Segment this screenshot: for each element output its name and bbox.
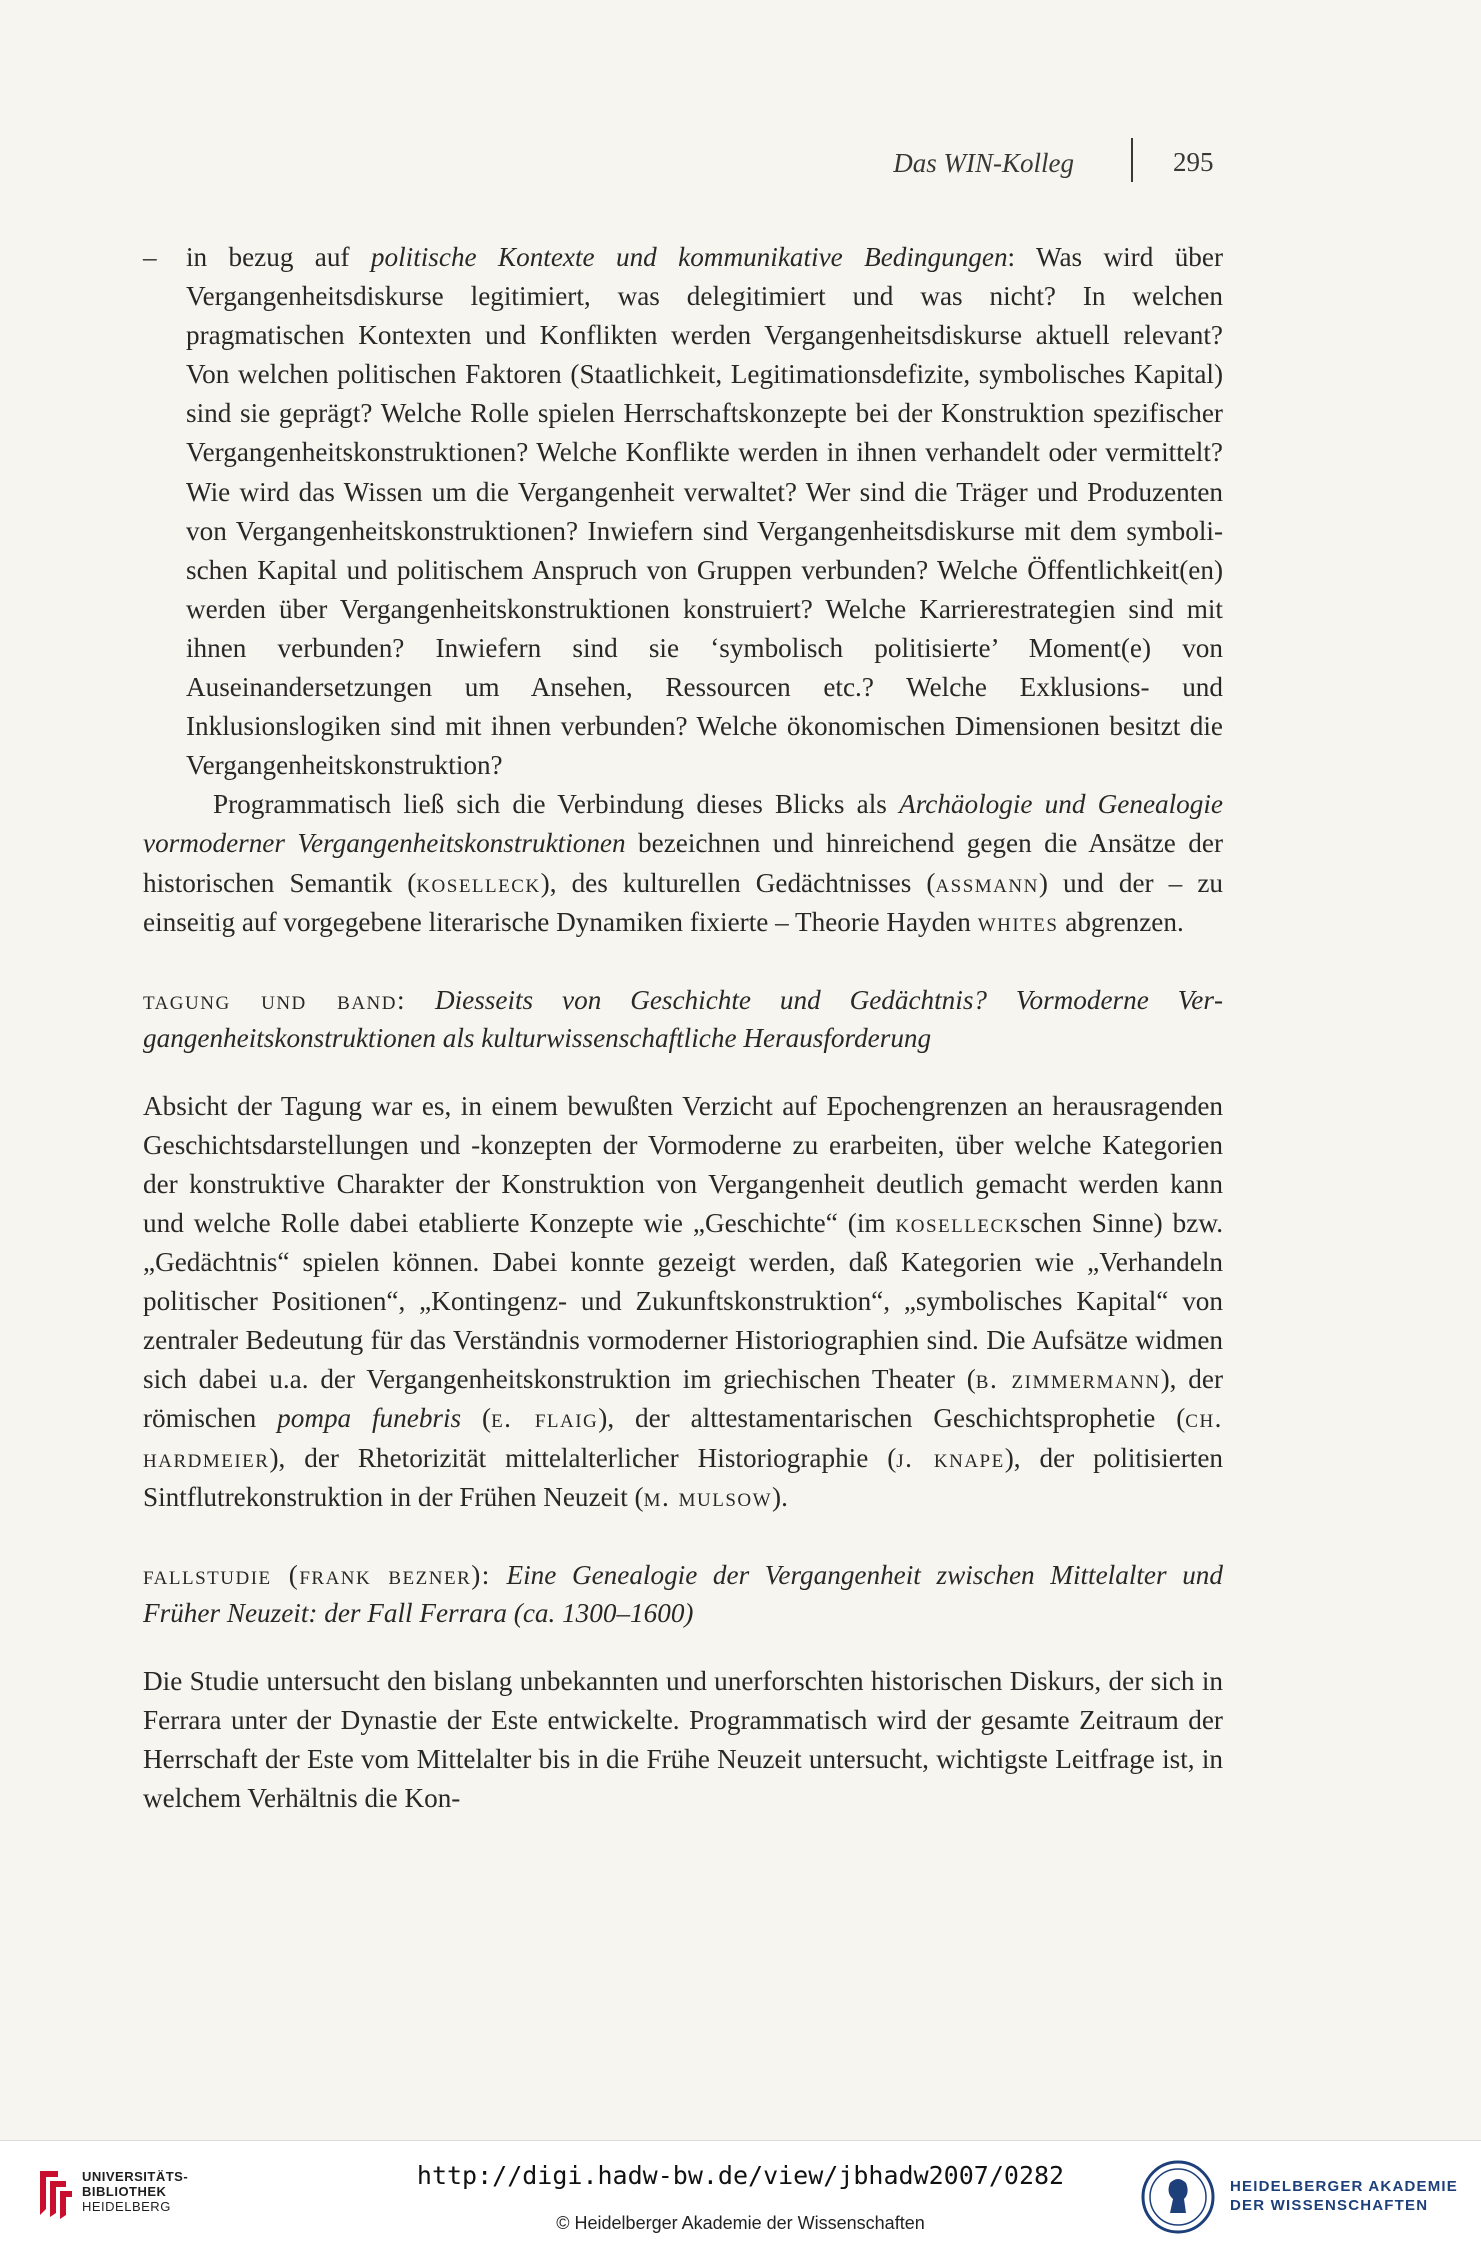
section-heading-tagung — [143, 981, 1223, 1057]
author-koselleck: koselleck — [416, 867, 541, 898]
studie-paragraph: Die Studie untersucht den bislang unbekannten und unerforschten historischen Diskurs, der sich in Ferrara unter der Dynastie der Este entwickelte. Programmatisch wird der gesamte Zeitraum der Herrschaft der Este vom Mittelalter bis in die Frühe Neuzeit untersucht, wichtigste Leitfrage ist, in welchem Verhältnis die Kon- — [143, 1665, 1223, 1813]
copyright-notice: © Heidelberger Akademie der Wissenschaften — [556, 2213, 925, 2233]
academy-logo-text — [1230, 2177, 1458, 2215]
bullet-intro: in bezug auf — [186, 242, 371, 272]
page-header — [0, 138, 1481, 188]
academy-logo[interactable] — [1140, 2159, 1470, 2235]
ub-line-1: UNIVERSITÄTS- — [82, 2169, 189, 2184]
tagung-paragraph — [143, 1087, 1223, 1517]
author-flaig: e. flaig — [491, 1403, 599, 1434]
bullet-topic: politische Kontexte und kommunikative Bedingungen — [370, 242, 1008, 272]
tagung-text-1: Absicht der Tagung war es, in einem bewußten Verzicht auf Epochengrenzen an herausragenden Geschichtsdarstellungen und -konzepten der Vormoderne zu erarbeiten, über welche Kategorien der konstruktive Charakter der Konstruktion von Vergangenheit deutlich gemacht werden kann und welche Rolle dabei etablierte Konzepte wie „Geschichte“ (im — [143, 1090, 1223, 1238]
heading-title: Diesseits von Geschichte und Gedächtnis? Vormoderne Vergangenheitskonstruktionen als kulturwissenschaftliche Herausforderung — [143, 984, 1223, 1053]
ub-line-3: HEIDELBERG — [82, 2199, 171, 2214]
header-divider — [1131, 138, 1133, 182]
programm-text-4: ) und der – zu einseitig auf vorgegebene literarische Dynamiken fixierte – Theorie Hayden — [143, 867, 1223, 937]
tagung-text-3: ), der römischen — [143, 1364, 1223, 1434]
academy-line-2: DER WISSENSCHAFTEN — [1230, 2197, 1429, 2214]
tagung-text-4: ( — [461, 1403, 492, 1434]
tagung-text-5: ), der alttestamentarischen Geschichtsprophetie ( — [598, 1403, 1186, 1434]
section-heading-fallstudie — [143, 1556, 1223, 1632]
viewer-footer — [0, 2140, 1481, 2251]
heading-label-2: fallstudie (frank bezner): — [143, 1559, 491, 1590]
programm-text-2: bezeichnen und hinreichend gegen die Ansätze der historischen Semantik ( — [143, 828, 1223, 898]
heading-label: tagung und band: — [143, 984, 407, 1015]
heading-title-2: Eine Genealogie der Vergangenheit zwischen Mittelalter und Früher Neuzeit: der Fall Ferrara (ca. 1300–1600) — [143, 1559, 1223, 1628]
author-whites: whites — [977, 906, 1059, 937]
tagung-italic: pompa funebris — [277, 1403, 462, 1434]
author-hardmeier: ch. hardmeier — [143, 1403, 1223, 1473]
running-title: Das WIN-Kolleg — [893, 148, 1074, 178]
author-knape: j. knape — [896, 1442, 1005, 1473]
tagung-text-7: ), der politisierten Sintflutrekonstruktion in der Frühen Neuzeit ( — [143, 1442, 1224, 1512]
author-mulsow: m. mulsow — [643, 1481, 773, 1512]
author-zimmermann: b. zimmermann — [975, 1364, 1161, 1395]
body-text — [143, 238, 1223, 1818]
ub-line-2: BIBLIOTHEK — [82, 2184, 167, 2199]
permalink-url[interactable]: http://digi.hadw-bw.de/view/jbhadw2007/0282 — [416, 2161, 1065, 2190]
programm-text-3: ), des kulturellen Gedächtnisses ( — [540, 867, 936, 898]
author-koselleck-2: koselleck — [895, 1207, 1020, 1238]
programm-text-1: Programmatisch ließ sich die Verbindung dieses Blicks als — [213, 789, 900, 820]
programm-italic: Archäologie und Genealogie vormoderner Vergangenheitskonstruktionen — [143, 789, 1223, 859]
bullet-body: : Was wird über Vergangenheitsdiskurse legitimiert, was delegitimiert und was nicht? In welchen pragmatischen Kontexten und Konflikten werden Vergangenheitsdiskurse aktuell relevant? Von welchen politischen Faktoren (Staatlichkeit, Legitimationsdefizite, symbolisches Kapital) sind sie geprägt? Welche Rolle spielen Herrschaftskonzepte bei der Konstruktion spezifischer Vergangenheitskonstruktionen? Welche Konflikte werden in ihnen verhandelt oder vermittelt? Wie wird das Wissen um die Vergangenheit verwaltet? Wer sind die Träger und Produzenten von Vergangenheitskonstruktionen? Inwiefern sind Vergangenheitsdiskurse mit dem symbolischen Kapital und politischem Anspruch von Gruppen verbunden? Welche Öffentlichkeit(en) werden über Vergangenheitskonstruktionen konstruiert? Welche Karrierestrategien sind mit ihnen verbunden? Inwiefern sind sie ‘symbolisch politisierte’ Moment(e) von Auseinandersetzungen um Ansehen, Ressourcen etc.? Welche Exklusions- und Inklusionslogiken sind mit ihnen verbunden? Welche ökonomischen Dimensionen besitzt die Vergangenheitskonstruktion? — [186, 242, 1223, 781]
academy-seal-icon — [1140, 2159, 1216, 2235]
page-number: 295 — [1173, 147, 1214, 177]
programm-text-5: abgrenzen. — [1058, 906, 1184, 937]
author-assmann: assmann — [935, 867, 1039, 898]
academy-line-1: HEIDELBERGER AKADEMIE — [1230, 2178, 1458, 2195]
tagung-text-8: ). — [772, 1481, 788, 1512]
programm-paragraph — [143, 785, 1223, 941]
tagung-text-2: schen Sinne) bzw. „Gedächtnis“ spielen können. Dabei konnte gezeigt werden, daß Kategorien wie „Verhandeln politischer Positionen“, „Kontingenz- und Zukunftskonstruktion“, „symbolisches Kapital“ von zentraler Bedeutung für das Verständnis vormoderner Historiographien sind. Die Aufsätze widmen sich dabei u.a. der Vergangenheitskonstruktion im griechischen Theater ( — [143, 1207, 1223, 1395]
bullet-paragraph — [143, 238, 1223, 785]
tagung-text-6: ), der Rhetorizität mittelalterlicher Historiographie ( — [269, 1442, 897, 1473]
bullet-dash: – — [143, 242, 157, 272]
